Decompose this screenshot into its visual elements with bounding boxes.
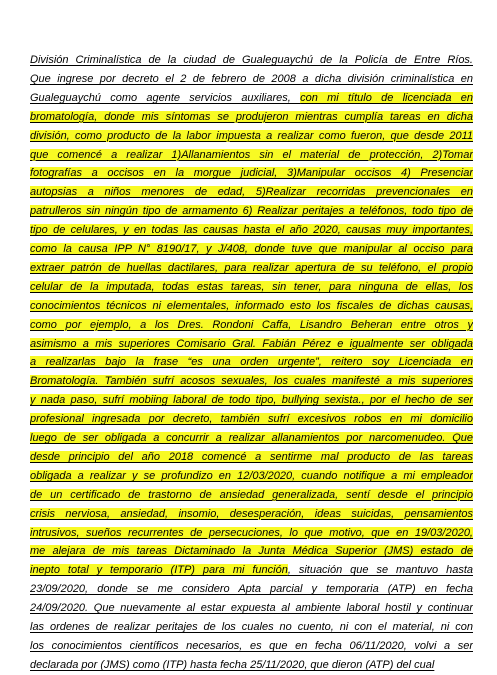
body-text: 24/09/2020. Que nuevamente al estar expuesta al ambiente laboral hostil y continuar <box>30 602 473 615</box>
highlighted-text: luego de ser obligada a concurrir a realizar allanamientos por narcomenudeo. Que <box>30 432 473 444</box>
text-line <box>30 486 473 505</box>
text-line <box>30 202 473 221</box>
text-line <box>30 51 473 70</box>
highlighted-text: me alejara de mis tareas Dictaminado la Junta Médica Superior (JMS) estado de <box>30 545 473 558</box>
highlighted-text: Bromatología. También sufrí acosos sexuales, los cuales manifesté a mis superiores <box>30 375 473 388</box>
text-line <box>30 259 473 278</box>
highlighted-text: bromatología, donde mis síntomas se produjeron mientras cumplía tareas en dicha <box>30 110 473 123</box>
text-line <box>30 183 473 202</box>
body-text: las ordenes de realizar peritajes de los cuales no cuento, ni con el material, ni con <box>30 621 473 633</box>
body-text: declarada por (JMS) como (ITP) hasta fecha 25/11/2020, que dieron (ATP) del cual <box>30 658 435 671</box>
text-line <box>30 89 473 108</box>
text-line <box>30 221 473 240</box>
highlighted-text: crisis nerviosa, ansiedad, insomio, desesperación, ideas suicidas, pensamientos <box>30 507 473 520</box>
text-line <box>30 146 473 165</box>
highlighted-text: como la causa IPP N° 8190/17, y J/408, donde tuve que manipular al occiso para <box>30 243 473 255</box>
text-line <box>30 505 473 524</box>
text-line <box>30 108 473 127</box>
highlighted-text: conocimientos técnicos ni elementales, informado esto los fiscales de dichas causas, <box>30 299 473 312</box>
highlighted-text: desde principio del año 2018 comencé a sentirme mal producto de las tareas <box>30 450 473 463</box>
highlighted-text: obligada a realizar y se profundizo en 12/03/2020, cuando notifique a mi empleador <box>30 469 473 482</box>
highlighted-text: y nada paso, sufrí mobiing laboral de todo tipo, bullying sexista., por el hecho de ser <box>30 394 473 407</box>
text-line <box>30 372 473 391</box>
highlighted-text: con mi título de licenciada en <box>300 91 473 104</box>
text-line <box>30 297 473 316</box>
text-line <box>30 448 473 467</box>
highlighted-text: inepto total y temporario (ITP) para mi función <box>30 564 288 577</box>
highlighted-text: profesional ingresada por decreto, también sufrí excesivos robos en mi domicilio <box>30 413 473 426</box>
text-line <box>30 316 473 335</box>
text-line <box>30 278 473 297</box>
text-line <box>30 164 473 183</box>
body-text: Que ingrese por decreto el 2 de febrero de 2008 a dicha división criminalística en <box>30 72 473 85</box>
text-line <box>30 70 473 89</box>
text-line <box>30 580 473 599</box>
highlighted-text: tipo de celulares, y en todas las causas hasta el año 2020, causas muy importantes, <box>30 224 473 237</box>
highlighted-text: asimismo a mis superiores Comisario Gral. Fabián Pérez e igualmente ser obligada <box>30 337 473 350</box>
text-line <box>30 353 473 372</box>
text-line <box>30 467 473 486</box>
highlighted-text: autopsias a niños menores de edad, 5)Realizar recorridas prevencionales en <box>30 186 473 199</box>
highlighted-text: fotografías a occisos en la morgue judicial, 3)Manipular occisos 4) Presenciar <box>30 167 473 180</box>
highlighted-text: patrulleros sin ningún tipo de armamento 6) Realizar peritajes a teléfonos, todo tipo de <box>30 205 473 218</box>
highlighted-text: celular de la imputada, todas estas tareas, sin tener, para ninguna de ellas, los <box>30 280 473 293</box>
highlighted-text: extraer patrón de huellas dactilares, para realizar apertura de su teléfono, el propio <box>30 261 473 274</box>
text-line <box>30 561 473 580</box>
highlighted-text: de un certificado de trastorno de ansiedad generalizada, sentí desde el principio <box>30 488 473 501</box>
highlighted-text: división, como producto de la labor impuesta a realizar como fueron, que desde 2011 <box>30 129 473 142</box>
text-line <box>30 637 473 656</box>
body-text: , situación que se mantuvo hasta <box>287 564 473 577</box>
text-line <box>30 599 473 618</box>
body-text: División Criminalística de la ciudad de Gualeguaychú de la Policía de Entre Ríos. <box>30 54 473 66</box>
text-line <box>30 240 473 259</box>
body-text: Gualeguaychú como agente servicios auxiliares, <box>30 91 301 104</box>
text-line <box>30 410 473 429</box>
highlighted-text: intrusivos, sueños recurrentes de persecuciones, lo que motivo, que en 19/03/2020, <box>30 526 473 539</box>
highlighted-text: a realizarlas bajo la frase “es una orden urgente”, reitero soy Licenciada en <box>30 356 473 369</box>
highlighted-text: que comencé a realizar 1)Allanamientos sin el material de protección, 2)Tomar <box>30 148 473 161</box>
text-line <box>30 127 473 146</box>
text-line <box>30 524 473 543</box>
body-text: los conocimientos científicos necesarios, es que en fecha 06/11/2020, volvi a ser <box>30 639 473 652</box>
text-line <box>30 391 473 410</box>
text-line <box>30 656 473 675</box>
body-text: 23/09/2020, donde se me considero Apta parcial y temporaria (ATP) en fecha <box>30 583 473 596</box>
text-line <box>30 542 473 561</box>
text-line <box>30 429 473 448</box>
text-line <box>30 335 473 354</box>
text-line <box>30 618 473 637</box>
highlighted-text: como por ejemplo, a los Dres. Rondoni Caffa, Lisandro Beheran entre otros y <box>30 318 473 331</box>
